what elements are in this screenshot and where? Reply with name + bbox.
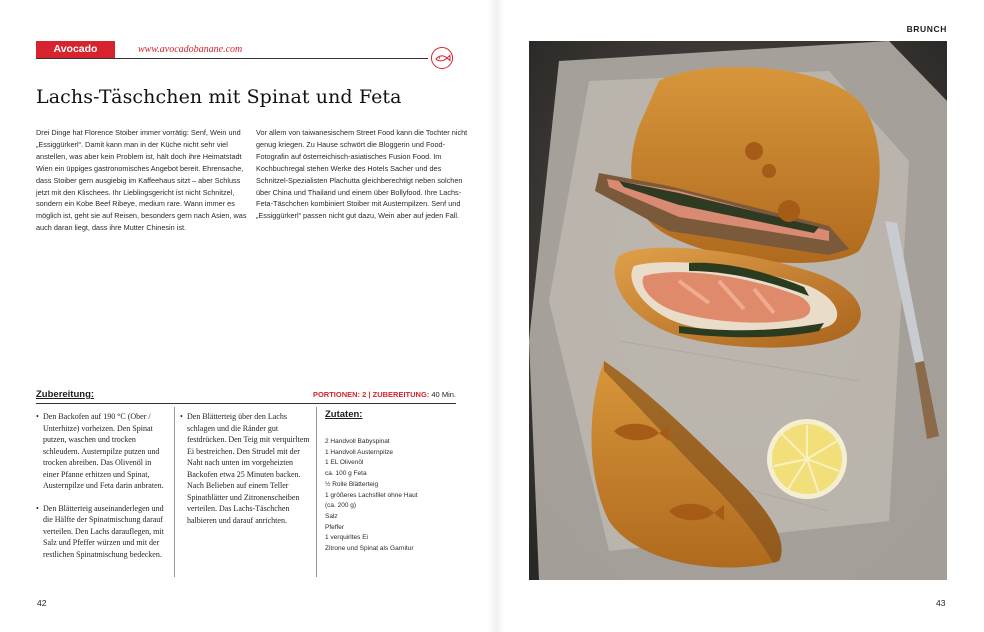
column-divider — [316, 407, 317, 577]
column-divider — [174, 407, 175, 577]
ingredient-item: ca. 100 g Feta — [325, 470, 367, 478]
steps-col1 — [36, 411, 168, 571]
step-item: • Den Backofen auf 190 °C (Ober / Unterhitze) vorheizen. Den Spinat putzen, waschen und trocken schleudern. Austernpilze putzen und trocken abreiben. Das Olivenöl in einer Pfanne erhitzen und Spinat, Austernpilze und Feta darin anbraten. — [36, 411, 168, 492]
ingredient-item: 2 Handvoll Babyspinat — [325, 438, 390, 445]
step-item: • Den Blätterteig über den Lachs schlagen und die Ränder gut festdrücken. Den Teig mit verquirltem Ei bestreichen. Den Strudel mit der Naht nach unten im vorgeheizten Backofen etwa 25 Minuten backen. Nach Belieben auf einem Teller Spinatblätter und Zitronenscheiben verteilen. Das Lachs-Täschchen halbieren und darauf anrichten. — [180, 411, 310, 526]
section-label: BRUNCH — [906, 24, 947, 34]
ingredient-item: ½ Rolle Blätterteig — [325, 480, 379, 488]
category-badge: Avocado Banane — [36, 41, 115, 58]
time-value: 40 Min. — [431, 390, 456, 399]
ingredient-item: 1 größeres Lachsfilet ohne Haut — [325, 491, 418, 499]
portions-label: PORTIONEN: — [312, 390, 361, 399]
ingredient-item: 1 EL Olivenöl — [325, 459, 364, 467]
ingredient-item: 1 Handvoll Austernpilze — [325, 448, 393, 456]
ingredient-item: Zitrone und Spinat als Garnitur — [325, 545, 414, 553]
steps-col2 — [180, 411, 310, 537]
intro-text-col1: Drei Dinge hat Florence Stoiber immer vorrätig: Senf, Wein und „Essiggürkerl“. Damit kann man in der Küche nicht sehr viel anstellen, was aber kein Problem ist, hält doch ihre Heimatstadt Wien ein üppiges gastronomisches Angebot bereit. Ehrensache, dass Stoiber gern ausgiebig im Kaffeehaus sitzt – aber Schluss jetzt mit den Klischees. Ihr Lieblingsgericht ist nicht Schnitzel, sondern ein Kobe Beef Ribeye, medium rare. Wann immer es möglich ist, geht sie auf Reisen, besonders gern nach Asien, was auch daran liegt, dass ihre Mutter Chinesin ist. — [36, 128, 247, 233]
section-rule — [36, 403, 456, 404]
website-link[interactable]: www.avocadobanane.com — [138, 44, 243, 55]
step-item: • Den Blätterteig auseinanderlegen und die Hälfte der Spinatmischung darauf verteilen. Den Lachs darauflegen, mit Salz und Pfeffer würzen und mit der restlichen Spinatmischung bedecken. — [36, 503, 168, 561]
preparation-heading: Zubereitung: — [36, 389, 95, 400]
fish-logo-icon — [430, 46, 454, 70]
salmon-pastry-photo — [529, 41, 947, 580]
ingredients-list — [325, 437, 475, 555]
page-number-left: 42 — [37, 598, 47, 608]
intro-text-col2: Vor allem von taiwanesischem Street Food kann die Tochter nicht genug kriegen. Zu Hause schwört die Bloggerin und Food-Fotografin auf österreichisch-asiatisches Fusion Food. Im Kochbuchregal stehen Werke des Hotels Sacher und des Schnitzel-Spezialisten Plachutta gleichberechtigt neben solchen über China und Thailand und einem über Bollyfood. Ihre Lachs-Feta-Täschchen kombiniert Stoiber mit Austernpilzen. Senf und „Essiggürkerl“ passen nicht gut dazu, Wein aber auf jeden Fall. — [256, 128, 468, 221]
page-number-right: 43 — [936, 598, 946, 608]
header-rule — [36, 58, 428, 59]
page-gutter — [488, 0, 504, 632]
ingredients-heading: Zutaten: — [325, 409, 363, 420]
portions-value: 2 — [362, 390, 367, 399]
recipe-meta — [313, 390, 456, 399]
meta-separator: | — [368, 390, 371, 399]
time-label: ZUBEREITUNG: — [372, 390, 430, 399]
ingredient-item: Pfeffer — [325, 523, 345, 531]
recipe-title: Lachs-Täschchen mit Spinat und Feta — [36, 86, 402, 108]
ingredient-item: (ca. 200 g) — [325, 502, 357, 510]
ingredient-item: Salz — [325, 512, 338, 520]
ingredient-item: 1 verquirltes Ei — [325, 534, 368, 542]
